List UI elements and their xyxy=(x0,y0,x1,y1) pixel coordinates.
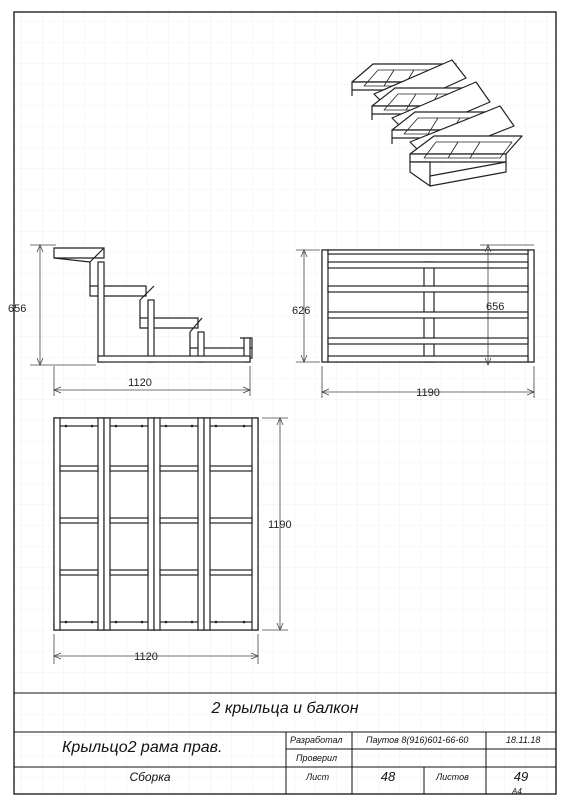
checked-label: Проверил xyxy=(296,753,338,763)
developed-label: Разработал xyxy=(290,735,343,745)
sheets-label: Листов xyxy=(436,772,469,782)
paper-format: A4 xyxy=(512,787,522,796)
developer-name: Паутов 8(916)601-66-60 xyxy=(366,735,469,745)
front-width-label: 1190 xyxy=(416,387,440,399)
side-height-label: 656 xyxy=(8,303,27,315)
plan-view xyxy=(54,418,258,630)
plan-width-label: 1120 xyxy=(134,651,158,663)
front-height-label: 626 xyxy=(292,305,311,317)
project-title: 2 крыльца и балкон xyxy=(211,700,359,717)
sheets-total: 49 xyxy=(513,769,529,784)
date-value: 18.11.18 xyxy=(506,735,541,745)
plan-depth-label: 1190 xyxy=(268,519,292,531)
front-inner-height-label: 656 xyxy=(486,301,505,313)
sheet-number: 48 xyxy=(380,769,396,784)
drawing-type: Сборка xyxy=(129,770,171,784)
side-width-label: 1120 xyxy=(128,377,152,389)
drawing-title: Крыльцо2 рама прав. xyxy=(62,739,223,756)
sheet-label: Лист xyxy=(306,772,330,782)
